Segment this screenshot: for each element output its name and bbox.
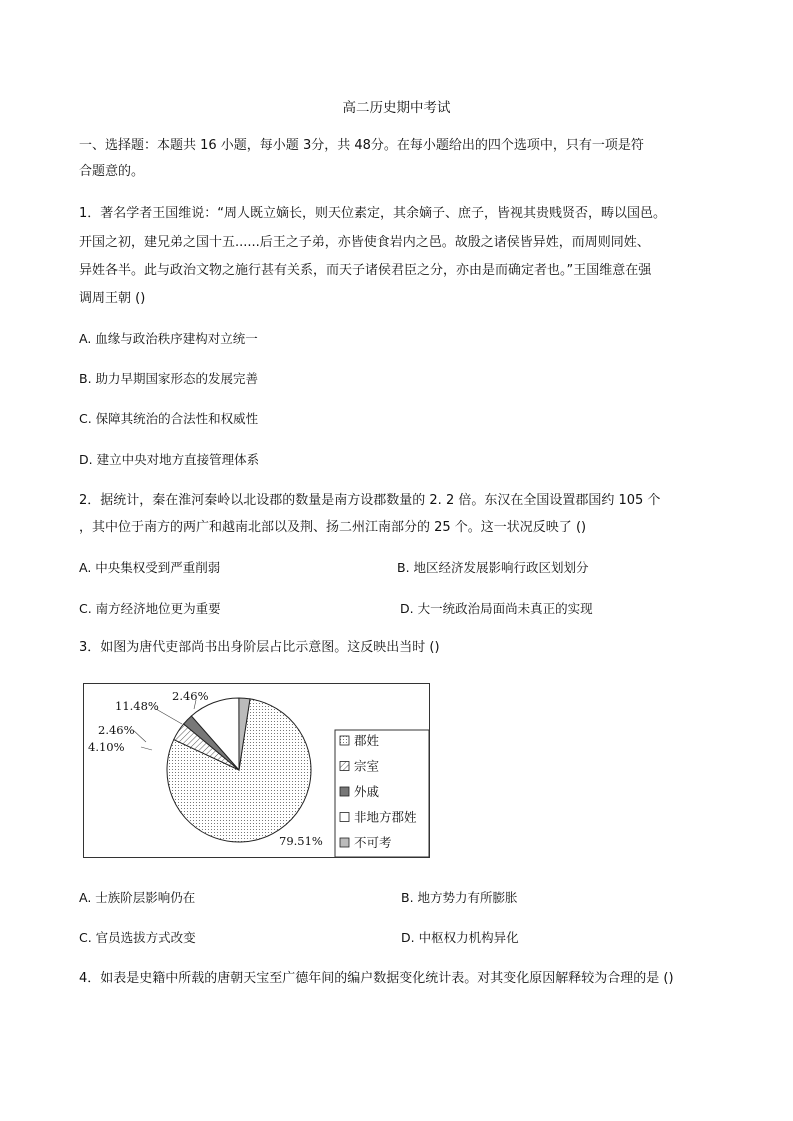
pie-chart-svg bbox=[84, 684, 429, 857]
legend-label-bukekao: 不可考 bbox=[354, 835, 392, 850]
q2-stem-line2: ，其中位于南方的两广和越南北部以及荆、扬二州江南部分的 25 个。这一状况反映了 () bbox=[79, 520, 587, 535]
q1-stem-line4: 调周王朝 () bbox=[79, 291, 146, 306]
legend-swatch-junxing bbox=[340, 736, 349, 745]
q3-stem: 3．如图为唐代吏部尚书出身阶层占比示意图。这反映出当时 () bbox=[79, 640, 440, 655]
legend-swatch-waiqi bbox=[340, 787, 349, 796]
q3-option-a[interactable]: A. 士族阶层影响仍在 bbox=[79, 890, 196, 905]
pie-slices bbox=[167, 698, 311, 842]
q1-option-c[interactable]: C. 保障其统治的合法性和权威性 bbox=[79, 411, 259, 426]
pie-leader-line bbox=[133, 730, 146, 742]
q3-option-b[interactable]: B. 地方势力有所膨胀 bbox=[401, 890, 518, 905]
q2-option-c[interactable]: C. 南方经济地位更为重要 bbox=[79, 601, 221, 616]
q1-stem-line2: 开国之初，建兄弟之国十五......后王之子弟，亦皆使食岩内之邑。故殷之诸侯皆异姓，而周则同姓、 bbox=[79, 235, 650, 250]
legend-label-junxing: 郡姓 bbox=[354, 733, 380, 748]
q1-option-b[interactable]: B. 助力早期国家形态的发展完善 bbox=[79, 371, 259, 386]
pie-label-zongshi: 4.10% bbox=[88, 740, 125, 754]
legend-swatch-fei-difang-junxing bbox=[340, 813, 349, 822]
q4-stem: 4．如表是史籍中所载的唐朝天宝至广德年间的编户数据变化统计表。对其变化原因解释较为合理的是 () bbox=[79, 971, 674, 986]
pie-label-fei-difang-junxing: 11.48% bbox=[115, 699, 159, 713]
q2-option-b[interactable]: B. 地区经济发展影响行政区划划分 bbox=[397, 560, 589, 575]
legend-label-zongshi: 宗室 bbox=[354, 758, 380, 774]
pie-legend bbox=[335, 730, 429, 857]
section-instructions-line1: 一、选择题：本题共 16 小题，每小题 3分，共 48分。在每小题给出的四个选项中，只有一项是符 bbox=[79, 138, 644, 153]
q1-stem-line3: 异姓各半。此与政治文物之施行甚有关系，而天子诸侯君臣之分，亦由是而确定者也。”王国维意在强 bbox=[79, 263, 652, 278]
q1-stem-line1: 1．著名学者王国维说：“周人既立嫡长，则天位素定，其余嫡子、庶子，皆视其贵贱贤否，畴以国邑。 bbox=[79, 206, 667, 221]
pie-label-bukekao: 2.46% bbox=[172, 689, 209, 703]
legend-swatch-zongshi bbox=[340, 762, 349, 771]
legend-label-waiqi: 外戚 bbox=[354, 784, 380, 799]
q2-option-d[interactable]: D. 大一统政治局面尚未真正的实现 bbox=[400, 601, 593, 616]
legend-swatch-bukekao bbox=[340, 838, 349, 847]
pie-leader-line bbox=[156, 709, 182, 724]
q3-option-c[interactable]: C. 官员选拔方式改变 bbox=[79, 930, 196, 945]
page-title: 高二历史期中考试 bbox=[342, 100, 451, 116]
pie-label-junxing: 79.51% bbox=[279, 834, 323, 848]
pie-leader-line bbox=[141, 747, 152, 750]
pie-chart bbox=[83, 683, 430, 858]
q3-option-d[interactable]: D. 中枢权力机构异化 bbox=[401, 930, 519, 945]
q1-option-d[interactable]: D. 建立中央对地方直接管理体系 bbox=[79, 452, 260, 467]
legend-label-fei-difang-junxing: 非地方郡姓 bbox=[354, 809, 417, 825]
q1-option-a[interactable]: A. 血缘与政治秩序建构对立统一 bbox=[79, 331, 258, 346]
q2-stem-line1: 2．据统计，秦在淮河秦岭以北设郡的数量是南方设郡数量的 2. 2 倍。东汉在全国设置郡国约 105 个 bbox=[79, 493, 661, 508]
q2-option-a[interactable]: A. 中央集权受到严重削弱 bbox=[79, 560, 221, 575]
pie-label-waiqi: 2.46% bbox=[98, 723, 135, 737]
section-instructions-line2: 合题意的。 bbox=[79, 164, 145, 179]
